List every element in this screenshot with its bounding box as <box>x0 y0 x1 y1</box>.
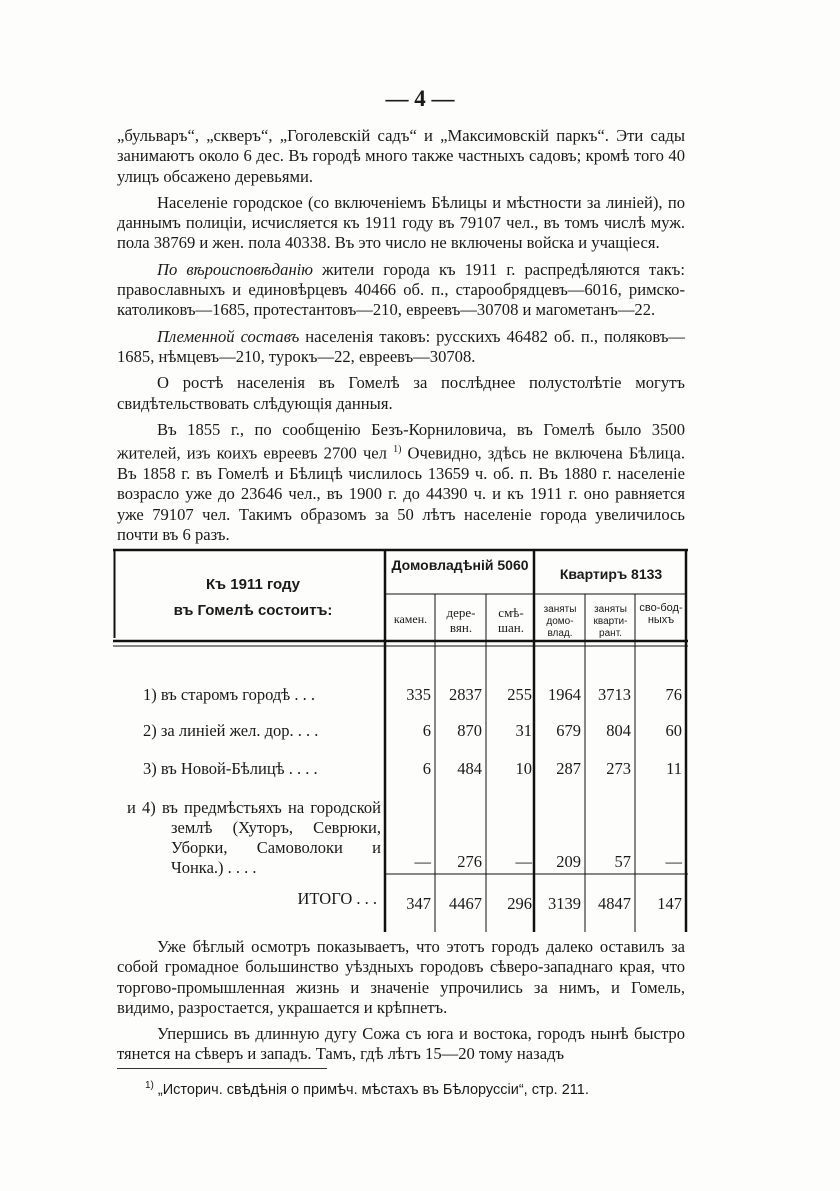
total-kamen: 347 <box>406 894 431 913</box>
cell-kamen: 6 <box>422 759 431 778</box>
cell-derev: 484 <box>457 759 482 778</box>
body-text-bottom <box>117 937 685 1071</box>
col-zan-kv: заняты кварти-рант. <box>593 604 628 639</box>
row-label: 2) за линіей жел. дор. . . . <box>143 721 319 740</box>
p1855-before: Въ 1855 г., по сообщенію Безъ-Корниловича, въ Гомелѣ было 3500 жителей, изъ коихъ евреевъ 2700 чел <box>117 419 685 463</box>
col-smesh: смѣ-шан. <box>498 605 524 635</box>
paragraph-growth: О ростѣ населенія въ Гомелѣ за послѣднее полустолѣтіе могутъ свидѣтельствовать слѣдующія данныя. <box>117 373 685 413</box>
cell-kamen: 6 <box>422 721 431 740</box>
paragraph-gardens: „бульваръ“, „скверъ“, „Гоголевскій садъ“ и „Максимовскій паркъ“. Эти сады занимаютъ около 6 дес. Въ городѣ много также частныхъ садовъ; кромѣ того 40 улицъ обсажено деревьями. <box>117 126 685 186</box>
total-derev: 4467 <box>449 894 482 913</box>
total-svob: 147 <box>657 894 682 913</box>
cell-smesh: 10 <box>515 759 532 778</box>
cell-derev: 276 <box>457 852 482 871</box>
total-zan-dom: 3139 <box>548 894 581 913</box>
total-smesh: 296 <box>507 894 532 913</box>
footnote-text: „Историч. свѣдѣнія о примѣч. мѣстахъ въ Бѣлоруссіи“, стр. 211. <box>153 1081 589 1098</box>
paragraph-1855 <box>117 420 685 545</box>
housing-table <box>113 548 688 932</box>
cell-zan-kv: 57 <box>614 852 631 871</box>
cell-smesh: 255 <box>507 685 532 704</box>
cell-svob: 76 <box>665 685 682 704</box>
group-apartments: Квартиръ 8133 <box>559 566 663 582</box>
row-label: 3) въ Новой-Бѣлицѣ . . . . <box>143 759 318 778</box>
total-zan-kv: 4847 <box>598 894 631 913</box>
group-households: Домовладѣній 5060 <box>391 557 529 573</box>
cell-svob: — <box>665 852 682 871</box>
cell-kamen: 335 <box>406 685 431 704</box>
tribal-lead: Племенной составъ <box>157 326 300 346</box>
confession-rest: жители города къ 1911 г. распредѣляются такъ: православныхъ и единовѣрцевъ 40466 об. п., старообрядцевъ—6016, римско-католиковъ—1685, протестантовъ—210, евреевъ—30708 и магометанъ—22. <box>117 259 685 320</box>
footnote <box>145 1080 589 1098</box>
col-svob: сво-бод-ныхъ <box>639 602 683 626</box>
col-zan-dom: заняты домо-влад. <box>543 604 577 639</box>
footnote-rule <box>117 1068 327 1069</box>
cell-svob: 60 <box>665 721 682 740</box>
paragraph-population: Населеніе городское (со включеніемъ Бѣлицы и мѣстности за линіей), по даннымъ полиціи, исчисляется къ 1911 году въ 79107 чел., въ томъ числѣ муж. пола 38769 и жен. пола 40338. Въ это число не включены войска и учащіеся. <box>117 192 685 253</box>
cell-zan-dom: 287 <box>556 759 581 778</box>
cell-smesh: — <box>515 852 532 871</box>
body-text-top <box>117 126 685 551</box>
cell-zan-dom: 679 <box>556 721 581 740</box>
total-label: ИТОГО . . . <box>297 889 377 908</box>
page-number: — 4 — <box>385 86 455 111</box>
col-kamen: камен. <box>393 612 428 626</box>
cell-zan-dom: 1964 <box>548 685 581 704</box>
cell-zan-dom: 209 <box>556 852 581 871</box>
paragraph-survey: Уже бѣглый осмотръ показываетъ, что этотъ городъ далеко оставилъ за собой громадное большинство уѣздныхъ городовъ сѣверо-западнаго края, что торгово-промышленная жизнь и значеніе упрочились за нимъ, и Гомель, видимо, разростается, украшается и крѣпнетъ. <box>117 937 685 1017</box>
cell-smesh: 31 <box>515 721 532 740</box>
paragraph-sozh: Упершись въ длинную дугу Сожа съ юга и востока, городъ нынѣ быстро тянется на сѣверъ и западъ. Тамъ, гдѣ лѣтъ 15—20 тому назадъ <box>117 1024 685 1064</box>
paragraph-confession <box>117 260 685 321</box>
cell-kamen: — <box>414 852 431 871</box>
cell-derev: 870 <box>457 721 482 740</box>
footnote-ref: 1) <box>393 444 402 456</box>
footnote-mark: 1) <box>145 1080 154 1091</box>
col-derev: дере-вян. <box>446 605 476 635</box>
cell-svob: 11 <box>666 759 682 778</box>
confession-lead: По вѣроисповѣданію <box>157 259 313 279</box>
cell-zan-kv: 3713 <box>598 685 631 704</box>
cell-derev: 2837 <box>449 685 482 704</box>
paragraph-tribal <box>117 327 685 368</box>
p1855-after: Очевидно, здѣсь не включена Бѣлица. Въ 1858 г. въ Гомелѣ и Бѣлицѣ числилось 13659 ч. об. п. Въ 1880 г. населеніе возрасло уже до 23646 чел., въ 1900 г. до 44390 ч. и къ 1911 г. оно равняется уже 79107 чел. Такимъ образомъ за 50 лѣтъ населеніе города увеличилось почти въ 6 разъ. <box>117 443 685 544</box>
table-title-line2: въ Гомелѣ состоитъ: <box>173 602 333 619</box>
cell-zan-kv: 273 <box>606 759 631 778</box>
tribal-rest: населенія таковъ: русскихъ 46482 об. п., поляковъ—1685, нѣмцевъ—210, турокъ—22, евреевъ—30708. <box>117 326 685 366</box>
row-label: и 4) въ предмѣстьяхъ на городской землѣ (Хуторъ, Севрюки, Уборки, Самоволоки и Чонка.) . . . . <box>127 798 381 877</box>
cell-zan-kv: 804 <box>606 721 631 740</box>
row-label: 1) въ старомъ городѣ . . . <box>143 685 315 704</box>
table-title-line1: Къ 1911 году <box>205 576 301 593</box>
